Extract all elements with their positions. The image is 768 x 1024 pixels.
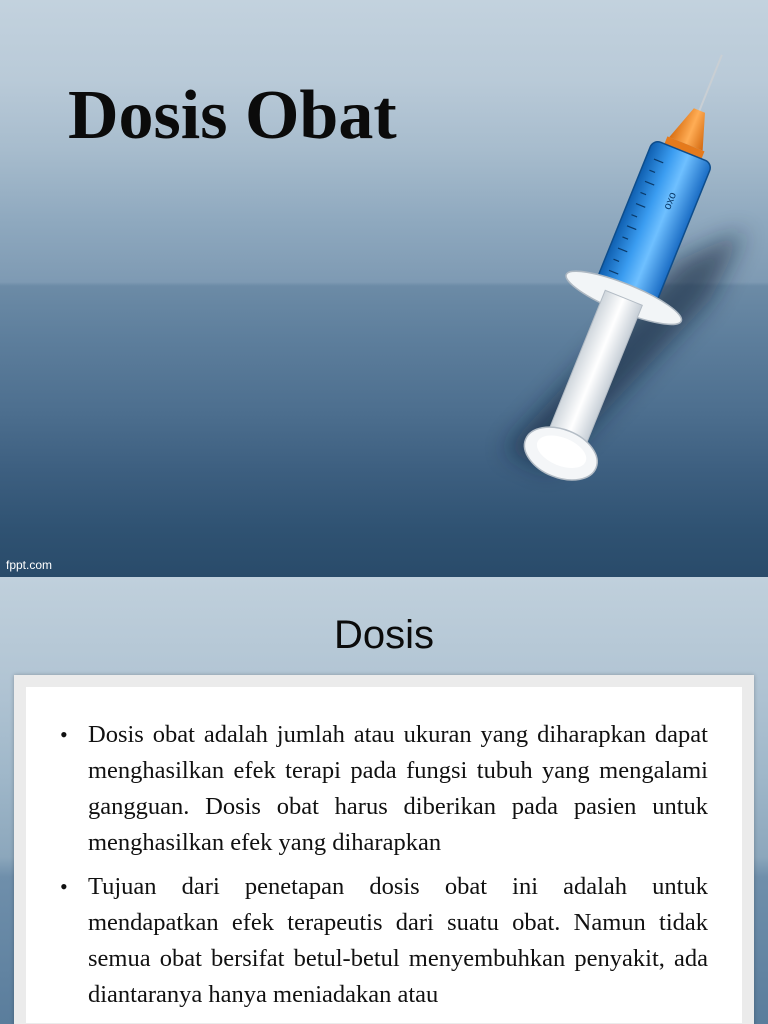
content-panel (14, 675, 754, 1024)
content-panel-inner (26, 687, 742, 1023)
needle (699, 55, 721, 111)
bullet-item (60, 869, 708, 1013)
bullet-list (60, 717, 708, 1013)
slide-heading: Dosis (333, 613, 435, 657)
syringe-label: oxo (661, 190, 680, 212)
bullet-icon: • (60, 874, 68, 899)
content-slide (0, 577, 768, 1024)
bullet-item (60, 717, 708, 861)
syringe-illustration (380, 30, 768, 530)
slide-title: Dosis Obat (68, 77, 397, 154)
bullet-text: Tujuan dari penetapan dosis obat ini adalah untuk mendapatkan efek terapeutis dari suatu obat. Namun tidak semua obat bersifat betul-betul menyembuhkan penyakit, ada diantaranya hanya meniadakan atau (88, 873, 708, 1008)
brand-watermark: fppt.com (6, 558, 53, 572)
bullet-icon: • (60, 722, 68, 747)
bullet-text: Dosis obat adalah jumlah atau ukuran yang diharapkan dapat menghasilkan efek terapi pada fungsi tubuh yang mengalami gangguan. Dosis obat harus diberikan pada pasien untuk menghasilkan efek yang diharapkan (88, 721, 708, 856)
